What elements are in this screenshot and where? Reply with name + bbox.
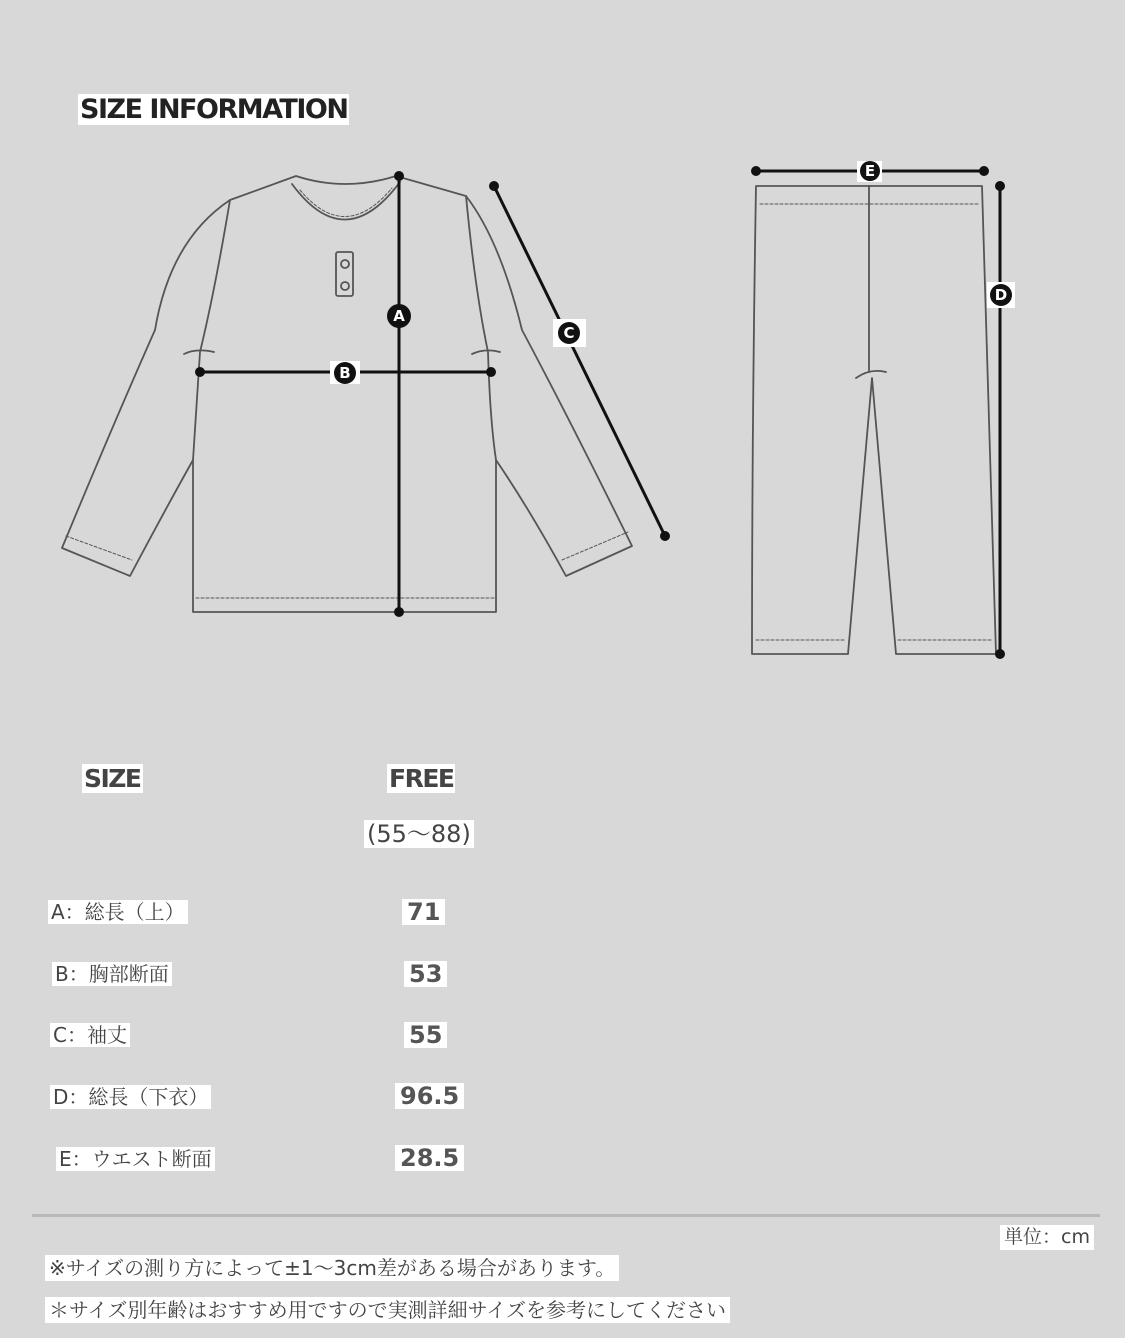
shirt-right-sleeve	[466, 196, 632, 576]
size-header: SIZE	[84, 764, 141, 793]
marker-a	[387, 304, 411, 328]
marker-e	[857, 161, 882, 182]
row-label-e: E：ウエスト断面	[56, 1147, 215, 1171]
note-age: ＊サイズ別年齢はおすすめ用ですので実測詳細サイズを参考にしてください	[45, 1297, 730, 1323]
svg-text:C: C	[563, 324, 575, 342]
row-value-c: 55	[404, 1022, 447, 1048]
row-label-b: B：胸部断面	[52, 962, 172, 986]
row-value-a: 71	[402, 899, 445, 925]
note-measurement: ※サイズの測り方によって±1〜3cm差がある場合があります。	[45, 1255, 619, 1281]
row-label-d: D：総長（下衣）	[50, 1085, 211, 1109]
unit-label: 単位：cm	[1000, 1225, 1094, 1250]
row-value-d: 96.5	[395, 1083, 464, 1109]
row-value-e: 28.5	[395, 1145, 464, 1171]
shirt-outline	[193, 176, 496, 612]
size-name: FREE	[389, 764, 454, 793]
svg-text:A: A	[393, 307, 405, 325]
shirt-neckline	[292, 182, 400, 220]
shirt-left-sleeve	[62, 200, 230, 576]
row-value-b: 53	[404, 961, 447, 987]
marker-d	[987, 282, 1015, 308]
size-range: (55〜88)	[364, 820, 474, 848]
svg-text:D: D	[994, 286, 1008, 304]
svg-text:E: E	[864, 162, 876, 180]
row-label-a: A：総長（上）	[48, 900, 188, 924]
pants-outline	[752, 186, 996, 654]
row-label-c: C：袖丈	[50, 1023, 130, 1047]
marker-b	[330, 361, 360, 384]
svg-text:B: B	[339, 364, 351, 382]
divider	[32, 1214, 1100, 1217]
page-title: SIZE INFORMATION	[80, 94, 348, 125]
marker-c	[553, 319, 586, 347]
